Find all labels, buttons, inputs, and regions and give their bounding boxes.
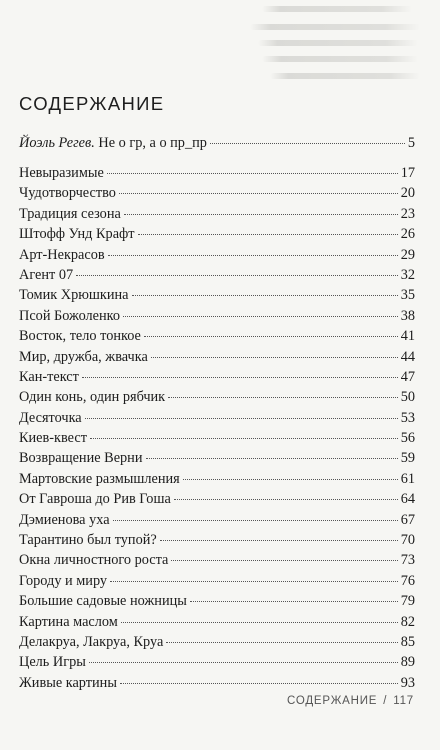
- toc-entry-page: 56: [400, 430, 415, 447]
- toc-entry-title: [19, 133, 207, 153]
- toc-entry-title-text: Большие садовые ножницы: [19, 593, 187, 610]
- toc-entry-title: [19, 347, 148, 367]
- toc-entry-title-text: Восток, тело тонкое: [19, 328, 141, 345]
- dot-leader: [168, 397, 398, 398]
- toc-entry-title: [19, 591, 187, 611]
- toc-entry: [19, 326, 415, 346]
- toc-entry: [19, 347, 415, 367]
- dot-leader: [166, 642, 397, 643]
- toc-entry-title: [19, 204, 121, 224]
- toc-entry-title: [19, 408, 82, 428]
- toc-entry: [19, 306, 415, 326]
- toc-entry-title: [19, 326, 141, 346]
- toc-entry-title: [19, 571, 107, 591]
- toc-entry-title: [19, 530, 157, 550]
- toc-entry-page: 47: [400, 368, 415, 385]
- toc-entry-page: 76: [400, 572, 415, 589]
- toc-entry: [19, 591, 415, 611]
- toc-entry-page: 20: [400, 185, 415, 202]
- page-title: СОДЕРЖАНИЕ: [19, 93, 165, 114]
- toc-entry-page: 70: [400, 532, 415, 549]
- dot-leader: [110, 581, 398, 582]
- toc-entry-page: 5: [407, 135, 415, 151]
- footer-section: СОДЕРЖАНИЕ: [286, 695, 378, 707]
- toc-entry-title: [19, 469, 180, 489]
- toc-entry-title: [19, 163, 104, 183]
- toc-entry-title-text: Делакруа, Лакруа, Круа: [19, 633, 164, 650]
- toc-entry-title: [19, 183, 116, 203]
- toc-entry-title: [19, 367, 79, 387]
- dot-leader: [144, 336, 398, 337]
- toc-entry: [19, 612, 415, 632]
- toc-entry-title-text: Томик Хрюшкина: [19, 287, 129, 304]
- toc-entry-page: 85: [400, 633, 415, 650]
- toc-entry-title-text: Мир, дружба, жвачка: [19, 348, 148, 365]
- toc-entry: [19, 571, 415, 591]
- toc-entry: [19, 265, 415, 285]
- toc-entry-title-text: Картина маслом: [19, 613, 118, 630]
- dot-leader: [171, 560, 397, 561]
- dot-leader: [90, 438, 398, 439]
- toc-entry-title-text: Арт-Некрасов: [19, 246, 105, 263]
- toc-entry-title-text: Один конь, один рябчик: [19, 389, 166, 406]
- toc-entry-page: 61: [400, 470, 415, 487]
- toc-entry-title-text: Невыразимые: [19, 165, 104, 181]
- dot-leader: [113, 520, 398, 521]
- toc-entry-page: 82: [400, 613, 415, 630]
- toc-entry-page: 26: [400, 226, 415, 243]
- toc-entry: [19, 367, 415, 387]
- toc-entry: [19, 428, 415, 448]
- toc-entry: [19, 285, 415, 305]
- footer-separator: /: [383, 695, 388, 707]
- toc-entry-title: [19, 652, 86, 672]
- toc-entry-title-text: Мартовские размышления: [19, 470, 180, 487]
- toc-entry-page: 53: [400, 409, 415, 426]
- dot-leader: [107, 173, 398, 174]
- toc-entry: [19, 408, 415, 428]
- footer-page-number: 117: [393, 695, 414, 707]
- toc-entry: [19, 530, 415, 550]
- toc-entry: [19, 387, 415, 407]
- dot-leader: [146, 458, 398, 459]
- toc-entry: [19, 245, 415, 265]
- dot-leader: [190, 601, 398, 602]
- toc-entry: [19, 510, 415, 530]
- toc-entry-title: [19, 224, 135, 244]
- toc-entry-title: [19, 612, 118, 632]
- toc-entry-page: 73: [400, 552, 415, 569]
- running-footer: [287, 695, 414, 707]
- dot-leader: [119, 193, 398, 194]
- toc-entry-title: [19, 673, 117, 693]
- table-of-contents: [19, 133, 415, 693]
- dot-leader: [160, 540, 398, 541]
- toc-entry-title-text: Псой Божоленко: [19, 307, 121, 324]
- toc-entry-title: [19, 387, 165, 407]
- toc-entry-title: [19, 265, 73, 285]
- toc-entry-title: [19, 489, 171, 509]
- dot-leader: [121, 622, 398, 623]
- dot-leader: [82, 377, 398, 378]
- toc-entry-page: 64: [400, 491, 415, 508]
- dot-leader: [120, 683, 398, 684]
- toc-entry-title: [19, 550, 168, 570]
- toc-entry-title-text: От Гавроша до Рив Гоша: [19, 491, 171, 508]
- toc-entry-page: 17: [400, 165, 415, 181]
- toc-entry-page: 32: [400, 266, 415, 283]
- toc-entry-page: 59: [400, 450, 415, 467]
- dot-leader: [89, 662, 398, 663]
- toc-entry-title-text: Агент 07: [19, 266, 74, 283]
- dot-leader: [210, 143, 405, 144]
- toc-entry: [19, 652, 415, 672]
- toc-entry: [19, 489, 415, 509]
- dot-leader: [183, 479, 398, 480]
- toc-entry-author: Йоэль Регев.: [19, 135, 95, 151]
- toc-entry-title-text: Традиция сезона: [19, 205, 121, 222]
- toc-entry-page: 29: [400, 246, 415, 263]
- toc-entry-title-text: Возвращение Верни: [19, 450, 143, 467]
- toc-entry: [19, 469, 415, 489]
- dot-leader: [108, 255, 398, 256]
- dot-leader: [132, 295, 398, 296]
- toc-entry: [19, 204, 415, 224]
- dot-leader: [76, 275, 398, 276]
- toc-entry-title-text: Городу и миру: [19, 572, 108, 589]
- toc-entry: [19, 550, 415, 570]
- toc-entry-title: [19, 428, 87, 448]
- toc-entry-page: 41: [400, 328, 415, 345]
- toc-entry-page: 44: [400, 348, 415, 365]
- toc-entry-title-text: Окна личностного роста: [19, 552, 169, 569]
- dot-leader: [85, 418, 398, 419]
- dot-leader: [123, 316, 398, 317]
- dot-leader: [124, 214, 398, 215]
- toc-entry: [19, 163, 415, 183]
- dot-leader: [138, 234, 398, 235]
- toc-entry-title: [19, 285, 129, 305]
- toc-entry-title-text: Тарантино был тупой?: [19, 532, 157, 549]
- toc-entry-title: [19, 245, 105, 265]
- toc-entry-title-text: Живые картины: [19, 674, 117, 691]
- dot-leader: [174, 499, 398, 500]
- toc-entry-title-text: Десяточка: [19, 409, 82, 426]
- toc-entry-title: [19, 306, 120, 326]
- toc-entry-page: 89: [400, 654, 415, 671]
- toc-entry-title-text: Цель Игры: [19, 654, 86, 671]
- toc-entry-title-text: Дэмиенова уха: [19, 511, 110, 528]
- bleed-through-text: [0, 0, 440, 88]
- toc-entry-page: 38: [400, 307, 415, 324]
- toc-entry-title-text: Кан-текст: [19, 368, 79, 385]
- toc-entry: [19, 133, 415, 163]
- dot-leader: [151, 357, 398, 358]
- toc-entry: [19, 448, 415, 468]
- toc-entry-title: [19, 632, 163, 652]
- toc-entry: [19, 632, 415, 652]
- toc-entry: [19, 183, 415, 203]
- toc-entry-title-text: Киев-квест: [19, 430, 87, 447]
- toc-entry-title: [19, 448, 143, 468]
- toc-entry-page: 67: [400, 511, 415, 528]
- toc-entry-title-text: Штофф Унд Крафт: [19, 226, 135, 243]
- toc-entry-page: 50: [400, 389, 415, 406]
- toc-entry-page: 93: [400, 674, 415, 691]
- toc-entry-page: 79: [400, 593, 415, 610]
- toc-entry-title: [19, 510, 110, 530]
- toc-entry-page: 35: [400, 287, 415, 304]
- toc-entry: [19, 673, 415, 693]
- toc-entry-page: 23: [400, 205, 415, 222]
- toc-entry: [19, 224, 415, 244]
- toc-entry-title-text: Чудотворчество: [19, 185, 116, 202]
- toc-entry-title-text: Не о гр, а о пр_пр: [98, 135, 207, 151]
